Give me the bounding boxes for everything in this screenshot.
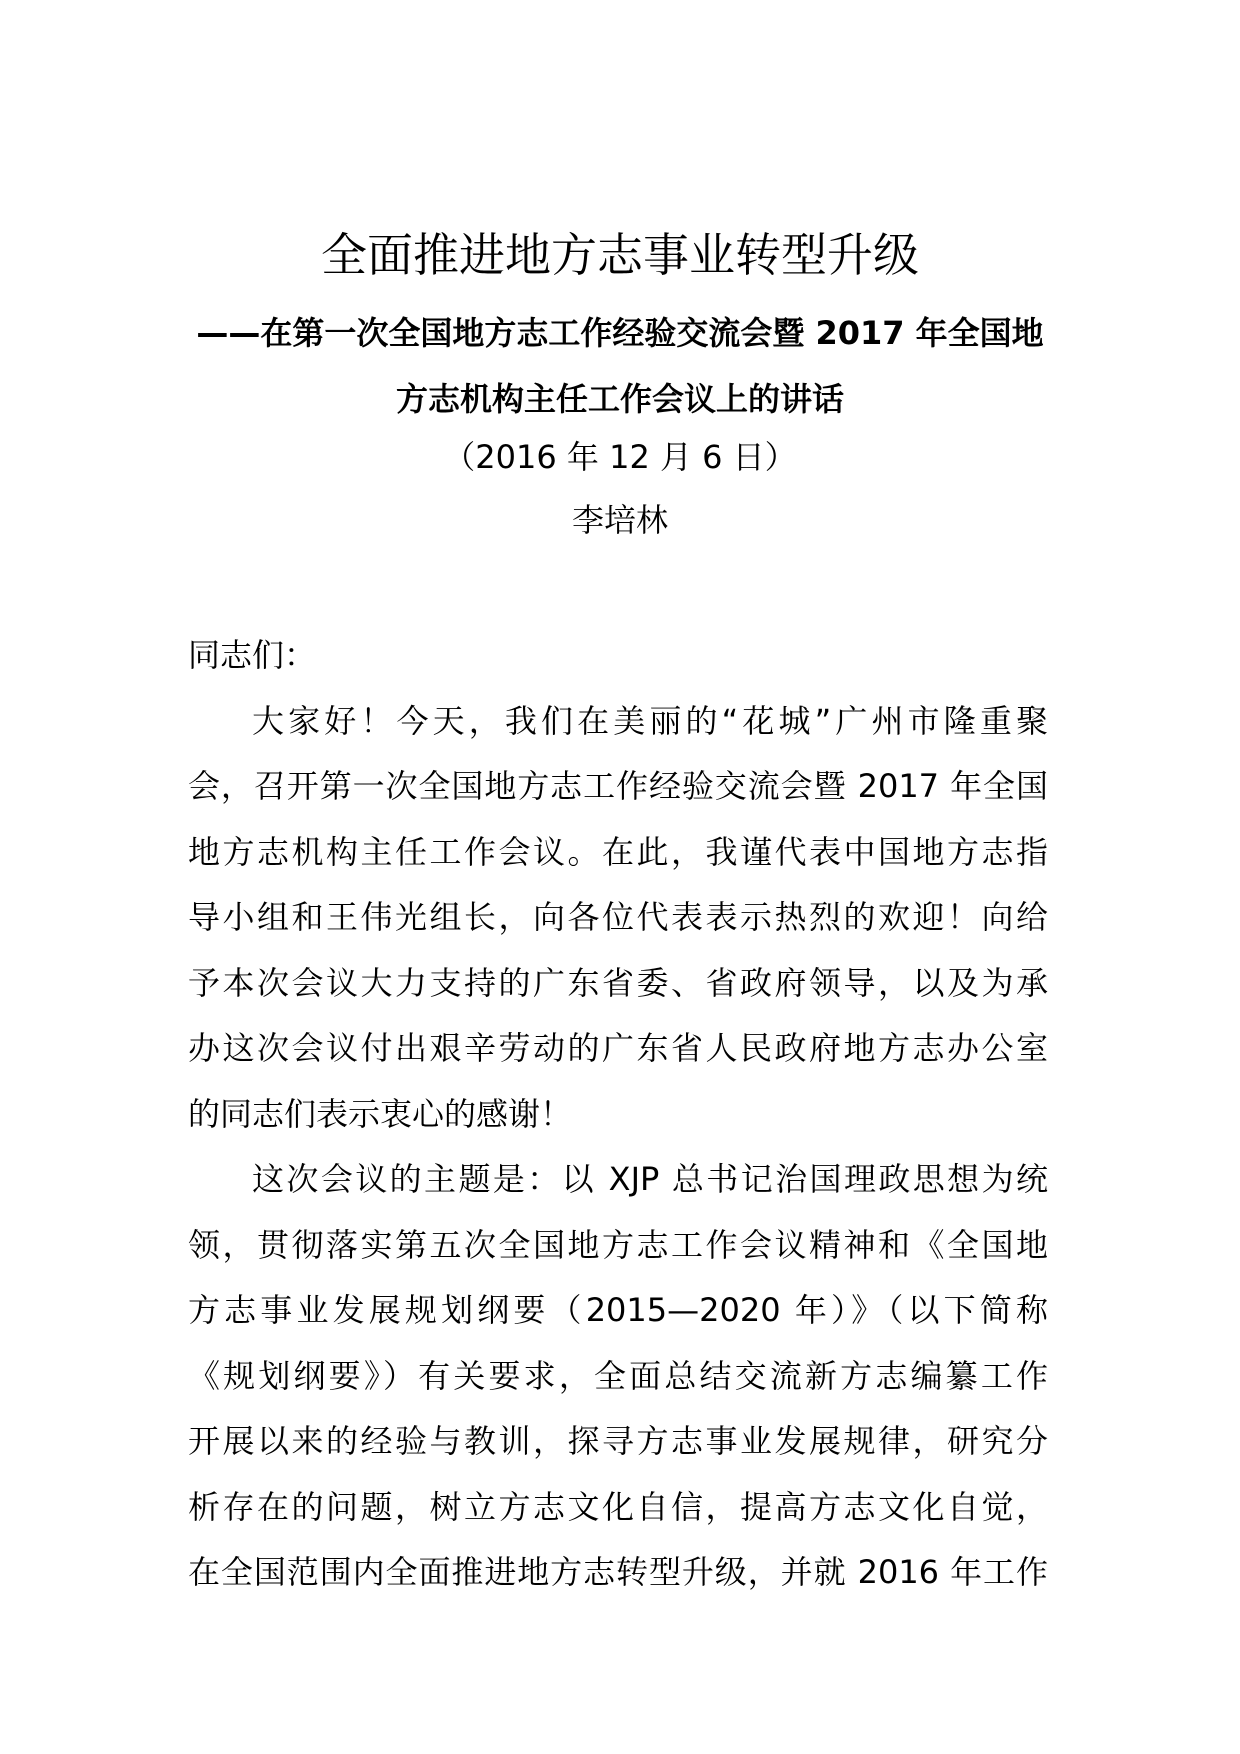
paragraph-line: 开展以来的经验与教训，探寻方志事业发展规律，研究分 [188,1422,1048,1460]
paragraph-line: 办这次会议付出艰辛劳动的广东省人民政府地方志办公室 [188,1029,1048,1067]
paragraph-line: 大家好！今天，我们在美丽的“花城”广州市隆重聚 [252,701,1048,740]
paragraph-line: 方志事业发展规划纲要（2015—2020 年）》（以下简称 [188,1291,1048,1329]
paragraph-line: 会，召开第一次全国地方志工作经验交流会暨 2017 年全国 [188,767,1048,805]
speech-date: （2016 年 12 月 6 日） [443,438,797,476]
subtitle-line: 方志机构主任工作会议上的讲话 [395,380,844,418]
paragraph [188,1147,1048,1606]
paragraph-line: 领，贯彻落实第五次全国地方志工作会议精神和《全国地 [188,1225,1048,1264]
paragraph-line: 析存在的问题，树立方志文化自信，提高方志文化自觉， [188,1487,1048,1526]
subtitle-line: ——在第一次全国地方志工作经验交流会暨 2017 年全国地 [196,314,1044,352]
paragraph [188,689,1048,1148]
paragraph-line: 在全国范围内全面推进地方志转型升级，并就 2016 年工作 [188,1553,1048,1591]
paragraph-line: 的同志们表示衷心的感谢！ [188,1094,573,1133]
document-title: 全面推进地方志事业转型升级 [321,228,919,282]
paragraph-line: 这次会议的主题是：以 XJP 总书记治国理政思想为统 [252,1160,1048,1198]
speech-author: 李培林 [571,501,668,539]
speech-body [188,623,1048,1606]
paragraph-line: 导小组和王伟光组长，向各位代表表示热烈的欢迎！向给 [188,898,1048,936]
salutation: 同志们： [188,636,317,674]
paragraph-line: 予本次会议大力支持的广东省委、省政府领导，以及为承 [188,963,1048,1002]
paragraph-line: 《规划纲要》）有关要求，全面总结交流新方志编纂工作 [188,1356,1048,1395]
paragraph-line: 地方志机构主任工作会议。在此，我谨代表中国地方志指 [188,832,1048,871]
document-subtitle [190,300,1050,432]
